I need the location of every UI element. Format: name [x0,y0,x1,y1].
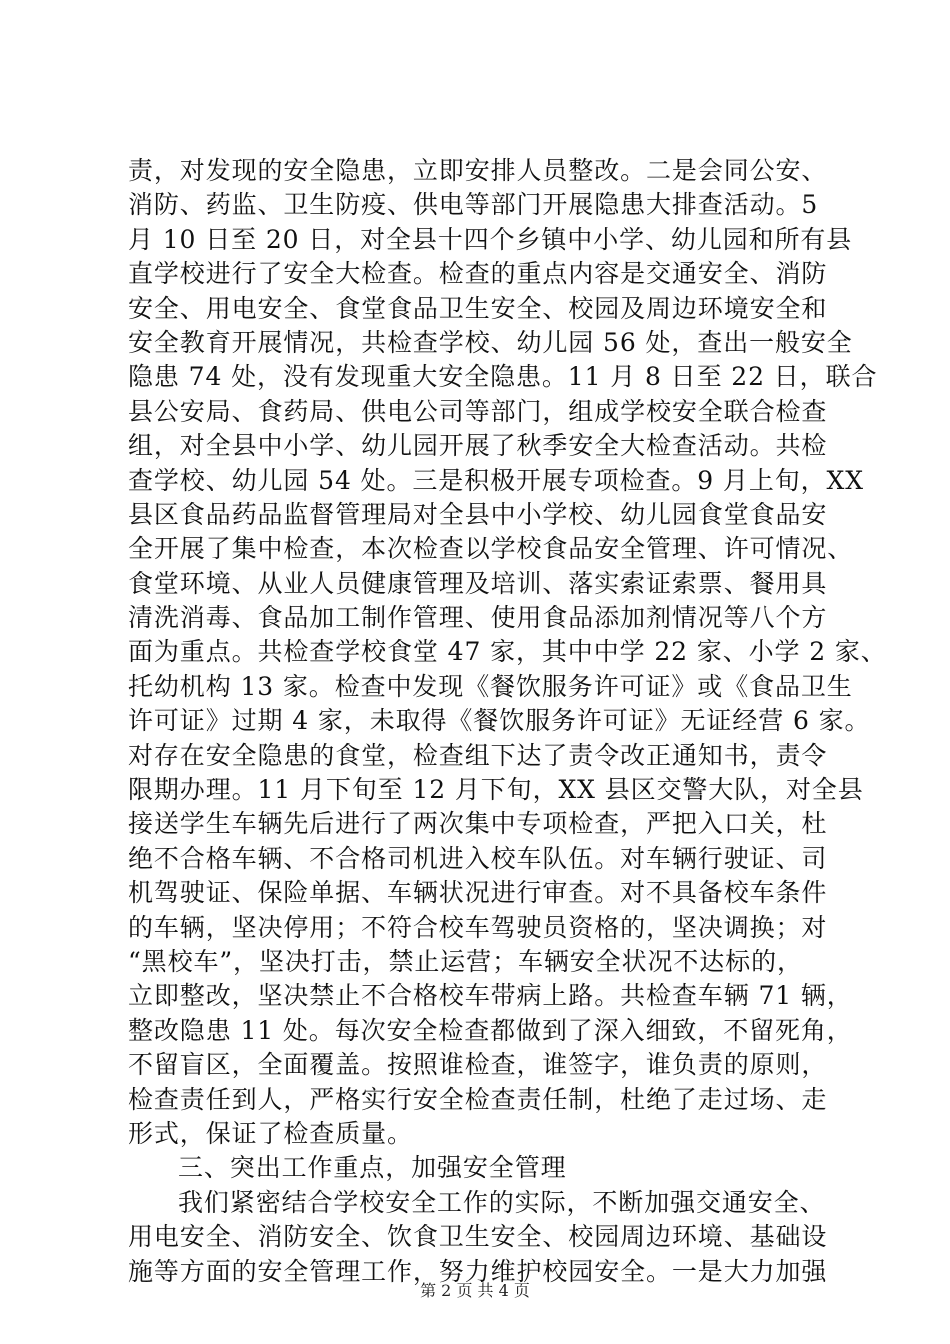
body-line: 直学校进行了安全大检查。检查的重点内容是交通安全、消防 [128,259,828,289]
body-line: 清洗消毒、食品加工制作管理、使用食品添加剂情况等八个方 [128,603,828,633]
body-line: 查学校、幼儿园 54 处。三是积极开展专项检查。9 月上旬，XX [128,465,864,495]
body-line: 绝不合格车辆、不合格司机进入校车队伍。对车辆行驶证、司 [128,843,828,873]
body-line: 消防、药监、卫生防疫、供电等部门开展隐患大排查活动。5 [128,190,819,220]
body-line: 机驾驶证、保险单据、车辆状况进行审查。对不具备校车条件 [128,878,828,908]
paragraph-line: 施等方面的安全管理工作，努力维护校园安全。一是大力加强 [128,1256,828,1286]
body-line: 县公安局、食药局、供电公司等部门，组成学校安全联合检查 [128,396,828,426]
body-line: 食堂环境、从业人员健康管理及培训、落实索证索票、餐用具 [128,568,828,598]
body-line: 对存在安全隐患的食堂，检查组下达了责令改正通知书，责令 [128,740,828,770]
body-line: 许可证》过期 4 家，未取得《餐饮服务许可证》无证经营 6 家。 [128,706,871,736]
body-line: 的车辆，坚决停用；不符合校车驾驶员资格的，坚决调换；对 [128,912,828,942]
body-line: 安全教育开展情况，共检查学校、幼儿园 56 处，查出一般安全 [128,327,853,357]
body-line: 检查责任到人，严格实行安全检查责任制，杜绝了走过场、走 [128,1084,828,1114]
body-line: 限期办理。11 月下旬至 12 月下旬，XX 县区交警大队，对全县 [128,775,864,805]
body-line: 立即整改，坚决禁止不合格校车带病上路。共检查车辆 71 辆， [128,981,853,1011]
body-line: 面为重点。共检查学校食堂 47 家，其中中学 22 家、小学 2 家、 [128,637,887,667]
page-number-footer: 第 2 页 共 4 页 [420,1281,530,1300]
body-line: 不留盲区，全面覆盖。按照谁检查，谁签字，谁负责的原则， [128,1050,828,1080]
body-line: 隐患 74 处，没有发现重大安全隐患。11 月 8 日至 22 日，联合 [128,362,878,392]
body-line: 组，对全县中小学、幼儿园开展了秋季安全大检查活动。共检 [128,431,828,461]
body-line: 月 10 日至 20 日，对全县十四个乡镇中小学、幼儿园和所有县 [128,224,853,254]
body-line: 责，对发现的安全隐患，立即安排人员整改。二是会同公安、 [128,156,828,185]
section-heading: 三、突出工作重点，加强安全管理 [178,1153,567,1183]
body-line: 全开展了集中检查，本次检查以学校食品安全管理、许可情况、 [128,534,854,564]
paragraph-line: 用电安全、消防安全、饮食卫生安全、校园周边环境、基础设 [128,1222,828,1252]
document-body [128,154,887,1289]
body-line: 接送学生车辆先后进行了两次集中专项检查，严把入口关，杜 [128,809,828,839]
body-line: 整改隐患 11 处。每次安全检查都做到了深入细致，不留死角， [128,1015,853,1045]
body-line: 托幼机构 13 家。检查中发现《餐饮服务许可证》或《食品卫生 [128,671,853,701]
body-line: 安全、用电安全、食堂食品卫生安全、校园及周边环境安全和 [128,293,828,323]
body-line: 形式，保证了检查质量。 [128,1118,413,1148]
body-line: 县区食品药品监督管理局对全县中小学校、幼儿园食堂食品安 [128,499,828,529]
body-line: “黑校车”，坚决打击，禁止运营；车辆安全状况不达标的， [128,946,803,976]
paragraph-line: 我们紧密结合学校安全工作的实际，不断加强交通安全、 [178,1187,826,1217]
